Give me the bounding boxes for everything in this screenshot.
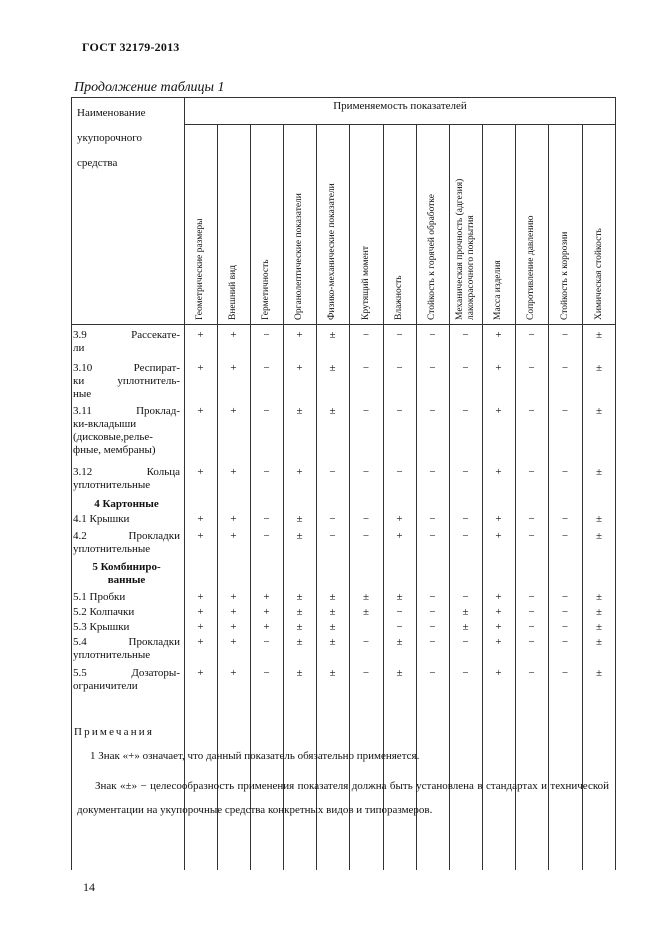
table-cell: ± [329, 405, 336, 417]
table-cell: − [329, 466, 336, 478]
row-label-line: 4 Картонные [94, 498, 159, 510]
table-cell: + [263, 591, 270, 603]
table-cell: + [230, 667, 237, 679]
table-cell: − [528, 362, 535, 374]
table-cell: − [263, 362, 270, 374]
column-header-line: Масса изделия [493, 260, 503, 320]
table-cell: + [197, 606, 204, 618]
column-header-line: Механическая прочность (адгезия) [454, 178, 465, 320]
row-label-line: 4.2 Прокладки [73, 530, 180, 542]
column-rule [482, 124, 483, 870]
table-cell: ± [329, 591, 336, 603]
row-label-line: ки уплотнитель- [73, 375, 180, 387]
table-cell: ± [462, 606, 469, 618]
row-label [73, 466, 180, 492]
table-cell: − [362, 530, 370, 542]
table-cell: − [396, 362, 403, 374]
table-cell: + [230, 329, 237, 341]
row-label-line: 3.12 Кольца [73, 466, 180, 478]
table-cell: + [495, 466, 502, 478]
table-cell: + [263, 621, 270, 633]
column-header-line: Геометрические размеры [195, 218, 205, 320]
column-rule [515, 124, 516, 870]
row-label [73, 329, 180, 355]
note-2: Знак «±» − целесообразность применения показателя должна быть установлена в стандартах и технической документации на укупорочные средства конкретных видов и типоразмеров. [77, 780, 609, 816]
table-cell: ± [595, 466, 603, 478]
table-cell: + [495, 530, 502, 542]
table-cell: − [396, 466, 403, 478]
table-cell: − [561, 667, 569, 679]
table-cell: + [230, 405, 237, 417]
column-header-line: Сопротивление давлению [526, 215, 536, 320]
row-label [73, 513, 180, 526]
row-label-line: ки-вкладыши [73, 418, 137, 430]
table-cell: ± [329, 329, 336, 341]
table-cell: ± [595, 530, 603, 542]
table-cell: − [462, 362, 469, 374]
row-label-line: ные [73, 388, 92, 400]
table-cell: − [396, 621, 403, 633]
row-label [73, 636, 180, 662]
table-cell: + [230, 362, 237, 374]
table-cell: − [362, 466, 370, 478]
row-label-line: 5.1 Пробки [73, 591, 126, 603]
table-cell: − [561, 513, 569, 525]
row-label [73, 621, 180, 634]
table-cell: − [429, 636, 436, 648]
table-cell: − [561, 466, 569, 478]
table-cell: + [230, 513, 237, 525]
table-cell: − [429, 513, 436, 525]
column-header [427, 194, 438, 320]
table-cell: + [495, 329, 502, 341]
table-cell: ± [595, 405, 603, 417]
table-cell: − [429, 591, 436, 603]
column-header [228, 265, 239, 320]
notes-heading: Примечания [74, 726, 155, 738]
table-cell: + [296, 362, 303, 374]
row-label-line: ванные [107, 574, 146, 586]
table-cell: ± [329, 621, 336, 633]
row-label-line: уплотнительные [73, 649, 151, 661]
table-cell: − [263, 329, 270, 341]
table-cell: + [197, 591, 204, 603]
table-caption: Продолжение таблицы 1 [74, 80, 225, 95]
table-cell: + [495, 591, 502, 603]
table-cell: + [230, 636, 237, 648]
table-cell: + [230, 466, 237, 478]
table-cell: − [462, 405, 469, 417]
row-label-line: 5 Комбиниро- [92, 561, 161, 573]
table-cell: + [230, 621, 237, 633]
table-cell: − [462, 636, 469, 648]
table-cell: − [462, 329, 469, 341]
table-cell: ± [296, 513, 303, 525]
table-cell: − [561, 591, 569, 603]
table-cell: − [329, 530, 336, 542]
table-cell: − [528, 667, 535, 679]
table-cell: − [528, 466, 535, 478]
column-header [493, 260, 504, 320]
table-cell: − [396, 405, 403, 417]
table-cell: + [495, 636, 502, 648]
table-cell: − [429, 530, 436, 542]
table-cell: − [561, 621, 569, 633]
column-header-line: Герметичность [261, 259, 271, 320]
row-label-line: 5.2 Колпачки [73, 606, 135, 618]
note-1: 1 Знак «+» означает, что данный показатель обязательно применяется. [90, 750, 420, 762]
table-cell: − [263, 405, 270, 417]
row-label [73, 405, 180, 457]
table-cell: ± [595, 513, 603, 525]
column-header [394, 275, 405, 320]
row-label [73, 667, 180, 693]
table-cell: ± [462, 621, 469, 633]
row-label-line: уплотнительные [73, 543, 151, 555]
table-cell: − [528, 621, 535, 633]
table-cell: ± [396, 591, 403, 603]
table-cell: ± [362, 606, 370, 618]
name-header-line: Наименование [77, 107, 146, 119]
table-cell: − [429, 329, 436, 341]
section-heading [73, 561, 180, 587]
table-cell: ± [329, 667, 336, 679]
column-header [195, 218, 206, 320]
table-cell: ± [396, 636, 403, 648]
table-cell: − [396, 606, 403, 618]
table-cell: + [230, 591, 237, 603]
column-header-line: Внешний вид [228, 265, 238, 320]
table-cell: + [197, 621, 204, 633]
table-cell: + [197, 530, 204, 542]
table-cell: − [362, 636, 370, 648]
table-cell: + [495, 405, 502, 417]
table-cell: ± [595, 621, 603, 633]
column-header [294, 193, 305, 320]
table-cell: + [495, 606, 502, 618]
row-label-line: 3.11 Проклад- [73, 405, 180, 417]
row-label [73, 606, 180, 619]
table-cell: ± [396, 667, 403, 679]
row-label [73, 591, 180, 604]
table-cell: − [561, 329, 569, 341]
row-label-line: 5.5 Дозаторы- [73, 667, 180, 679]
table-cell: + [495, 362, 502, 374]
column-rule [548, 124, 549, 870]
table-cell: + [197, 667, 204, 679]
document-code: ГОСТ 32179-2013 [82, 40, 180, 54]
row-label-line: 3.9 Рассекате- [73, 329, 180, 341]
table-cell: − [362, 329, 370, 341]
column-header-line: Стойкость к коррозии [559, 231, 570, 320]
table-cell: + [396, 530, 403, 542]
row-label-line: 3.10 Респират- [73, 362, 180, 374]
row-label-line: ограничители [73, 680, 138, 692]
column-header-line: Химическая стойкость [593, 228, 604, 320]
table-cell: − [362, 513, 370, 525]
table-cell: + [197, 466, 204, 478]
row-label [73, 530, 180, 556]
table-cell: ± [595, 667, 603, 679]
row-label-line: 5.3 Крышки [73, 621, 130, 633]
table-cell: ± [296, 667, 303, 679]
table-cell: ± [595, 329, 603, 341]
table-cell: + [296, 329, 303, 341]
table-cell: − [429, 362, 436, 374]
table-cell: − [528, 530, 535, 542]
name-header-line: средства [77, 157, 118, 169]
table-cell: ± [595, 636, 603, 648]
table-cell: + [197, 362, 204, 374]
table-cell: − [429, 405, 436, 417]
name-column-header [77, 101, 146, 176]
table-cell: + [230, 606, 237, 618]
table-cell: ± [296, 591, 303, 603]
table-cell: ± [329, 362, 336, 374]
table-cell: ± [296, 405, 303, 417]
row-label-line: ли [73, 342, 85, 354]
table-cell: ± [329, 606, 336, 618]
table-cell: − [561, 405, 569, 417]
table-cell: ± [595, 362, 603, 374]
table-cell: − [462, 466, 469, 478]
table-cell: − [396, 329, 403, 341]
table-cell: + [296, 466, 303, 478]
table-cell: + [230, 530, 237, 542]
column-header [327, 183, 338, 320]
column-header-line: Влажность [394, 275, 404, 320]
table-cell: + [197, 405, 204, 417]
table-cell: ± [296, 636, 303, 648]
table-cell: − [561, 530, 569, 542]
column-header-line: Крутящий момент [360, 245, 371, 320]
table-cell: + [197, 636, 204, 648]
table-cell: − [429, 621, 436, 633]
column-header [526, 216, 537, 321]
column-rule [449, 124, 450, 870]
table-cell: − [462, 513, 469, 525]
table-cell: + [495, 621, 502, 633]
table-cell: − [362, 362, 370, 374]
table-cell: ± [296, 621, 303, 633]
table-cell: + [495, 667, 502, 679]
table-cell: + [495, 513, 502, 525]
row-label-line: 4.1 Крышки [73, 513, 130, 525]
table-cell: − [263, 513, 270, 525]
column-header-line: Стойкость к горячей обработке [427, 194, 437, 320]
row-label [73, 362, 180, 401]
table-cell: ± [595, 591, 603, 603]
table-cell: − [429, 606, 436, 618]
column-header-line: Физико-механические показатели [327, 183, 337, 320]
table-cell: − [329, 513, 336, 525]
column-header [594, 228, 605, 320]
table-cell: + [197, 329, 204, 341]
table-cell: − [362, 405, 370, 417]
table-cell: − [263, 667, 270, 679]
table-cell: − [429, 466, 436, 478]
table-cell: − [528, 606, 535, 618]
header-bottom-rule [71, 324, 616, 325]
table-cell: ± [329, 636, 336, 648]
table-cell: − [263, 636, 270, 648]
table-cell: ± [595, 606, 603, 618]
table-cell: − [429, 667, 436, 679]
section-heading [73, 498, 180, 511]
column-header [455, 179, 477, 320]
table-cell: − [561, 362, 569, 374]
table-cell: − [528, 405, 535, 417]
column-header [361, 246, 372, 320]
table-cell: − [462, 591, 469, 603]
column-rule [582, 124, 583, 870]
table-cell: − [561, 606, 569, 618]
column-header-line: Органолептические показатели [294, 193, 304, 320]
column-header [261, 259, 272, 320]
column-header-line: лакокрасочного покрытия [465, 215, 476, 320]
column-header [560, 232, 571, 320]
group-header-rule [184, 124, 616, 125]
table-cell: − [462, 530, 469, 542]
table-cell: − [528, 636, 535, 648]
table-cell: − [528, 513, 535, 525]
page-number: 14 [83, 880, 95, 894]
row-label-line: фные, мембраны) [73, 444, 156, 456]
table-cell: − [561, 636, 569, 648]
table-cell: − [528, 591, 535, 603]
row-label-line: уплотнительные [73, 479, 151, 491]
table-cell: − [263, 530, 270, 542]
name-header-line: укупорочного [77, 132, 142, 144]
table-cell: − [462, 667, 469, 679]
table-cell: − [263, 466, 270, 478]
row-label-line: (дисковые,релье- [73, 431, 153, 443]
table-cell: − [528, 329, 535, 341]
table-cell: + [263, 606, 270, 618]
table-cell: ± [296, 606, 303, 618]
table-cell: + [197, 513, 204, 525]
group-header: Применяемость показателей [333, 100, 467, 112]
table-cell: ± [296, 530, 303, 542]
table-cell: ± [362, 591, 370, 603]
table-cell: + [396, 513, 403, 525]
row-label-line: 5.4 Прокладки [73, 636, 180, 648]
table-cell: − [362, 667, 370, 679]
